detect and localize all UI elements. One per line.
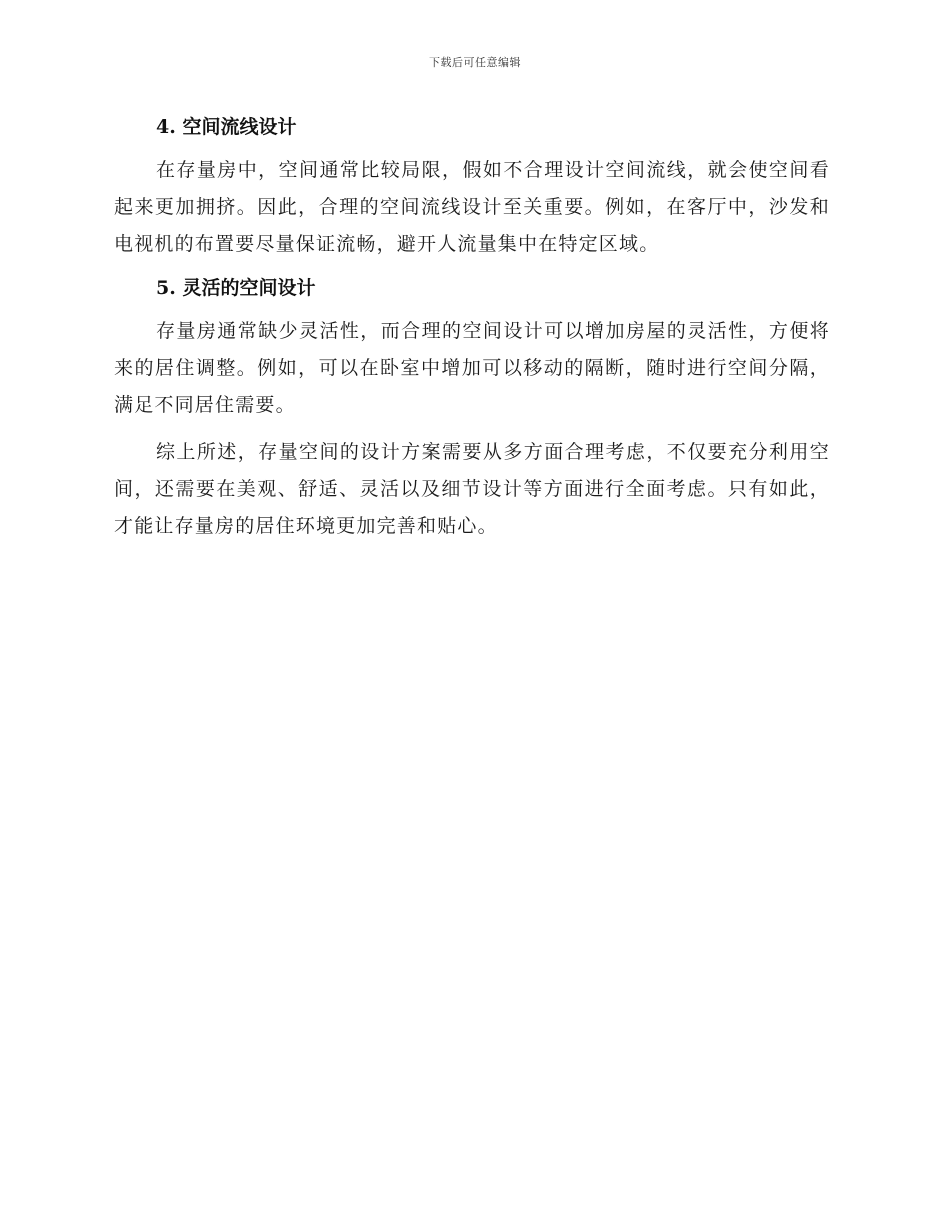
header-note: 下载后可任意编辑 bbox=[429, 56, 521, 69]
section-heading: 4. 空间流线设计 bbox=[156, 116, 297, 138]
document-body bbox=[114, 112, 830, 555]
conclusion-paragraph: 综上所述，存量空间的设计方案需要从多方面合理考虑，不仅要充分利用空间，还需要在美观、舒适、灵活以及细节设计等方面进行全面考虑。只有如此，才能让存量房的居住环境更加完善和贴心。 bbox=[114, 441, 830, 537]
section-heading: 5. 灵活的空间设计 bbox=[156, 277, 316, 299]
section-4 bbox=[114, 112, 830, 263]
section-5 bbox=[114, 273, 830, 424]
section-paragraph: 在存量房中，空间通常比较局限，假如不合理设计空间流线，就会使空间看起来更加拥挤。因此，合理的空间流线设计至关重要。例如，在客厅中，沙发和电视机的布置要尽量保证流畅，避开人流量集中在特定区域。 bbox=[114, 159, 830, 255]
section-paragraph: 存量房通常缺少灵活性，而合理的空间设计可以增加房屋的灵活性，方便将来的居住调整。例如，可以在卧室中增加可以移动的隔断，随时进行空间分隔，满足不同居住需要。 bbox=[114, 320, 830, 416]
